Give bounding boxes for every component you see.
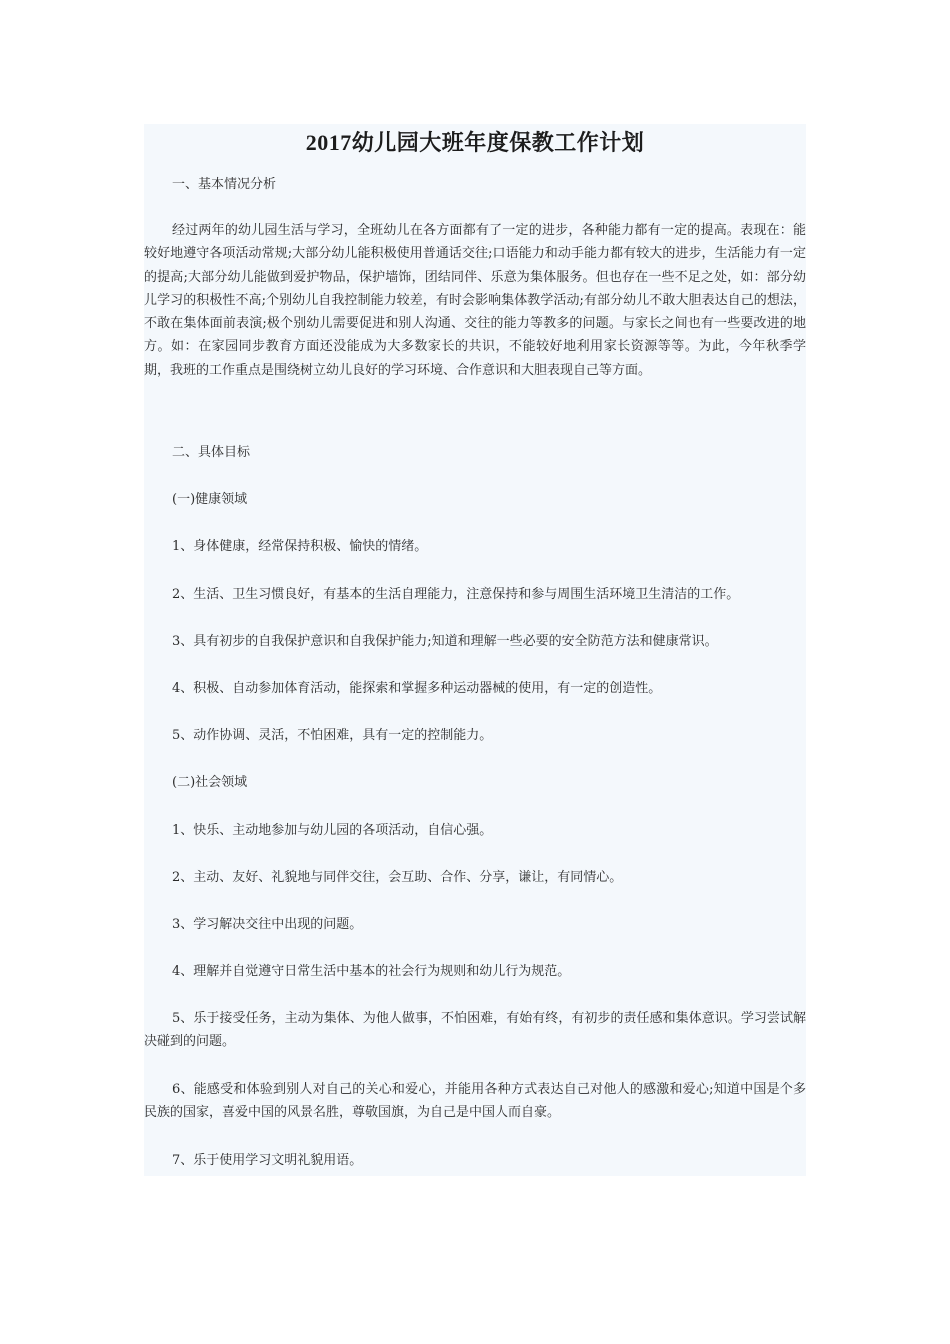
subsection-heading-social: (二)社会领域: [172, 775, 248, 790]
document-title: 2017幼儿园大班年度保教工作计划: [305, 130, 645, 155]
health-item-5: 5、动作协调、灵活，不怕困难，具有一定的控制能力。: [172, 728, 493, 743]
health-item-4: 4、积极、自动参加体育活动，能探索和掌握多种运动器械的使用，有一定的创造性。: [172, 681, 662, 696]
social-item-2: 2、主动、友好、礼貌地与同伴交往，会互助、合作、分享，谦让，有同情心。: [172, 870, 623, 885]
subsection-heading-health: (一)健康领域: [172, 492, 248, 507]
social-item-1: 1、快乐、主动地参加与幼儿园的各项活动，自信心强。: [172, 823, 493, 838]
social-item-6: 6、能感受和体验到别人对自己的关心和爱心，并能用各种方式表达自己对他人的感激和爱心;知道中国是个多民族的国家，喜爱中国的风景名胜，尊敬国旗，为自己是中国人而自豪。: [144, 1082, 806, 1121]
social-item-7: 7、乐于使用学习文明礼貌用语。: [172, 1153, 363, 1168]
section-heading-basic-analysis: 一、基本情况分析: [172, 177, 277, 192]
health-item-1: 1、身体健康，经常保持积极、愉快的情绪。: [172, 539, 428, 554]
health-item-2: 2、生活、卫生习惯良好，有基本的生活自理能力，注意保持和参与周围生活环境卫生清洁的工作。: [172, 587, 740, 602]
health-item-3: 3、具有初步的自我保护意识和自我保护能力;知道和理解一些必要的安全防范方法和健康常识。: [172, 634, 718, 649]
social-item-4: 4、理解并自觉遵守日常生活中基本的社会行为规则和幼儿行为规范。: [172, 964, 571, 979]
basic-analysis-paragraph: 经过两年的幼儿园生活与学习，全班幼儿在各方面都有了一定的进步，各种能力都有一定的提高。表现在：能较好地遵守各项活动常规;大部分幼儿能积极使用普通话交往;口语能力和动手能力都有较大的进步，生活能力有一定的提高;大部分幼儿能做到爱护物品，保护墙饰，团结同伴、乐意为集体服务。但也存在一些不足之处，如：部分幼儿学习的积极性不高;个别幼儿自我控制能力较差，有时会影响集体教学活动;有部分幼儿不敢大胆表达自己的想法，不敢在集体面前表演;极个别幼儿需要促进和别人沟通、交往的能力等教多的问题。与家长之间也有一些要改进的地方。如：在家园同步教育方面还没能成为大多数家长的共识，不能较好地利用家长资源等等。为此，今年秋季学期，我班的工作重点是围绕树立幼儿良好的学习环境、合作意识和大胆表现自己等方面。: [144, 223, 806, 378]
section-heading-specific-goals: 二、具体目标: [172, 445, 251, 460]
social-item-5: 5、乐于接受任务，主动为集体、为他人做事，不怕困难，有始有终，有初步的责任感和集体意识。学习尝试解决碰到的问题。: [144, 1011, 806, 1050]
social-item-3: 3、学习解决交往中出现的问题。: [172, 917, 363, 932]
document-panel: [144, 124, 806, 1176]
